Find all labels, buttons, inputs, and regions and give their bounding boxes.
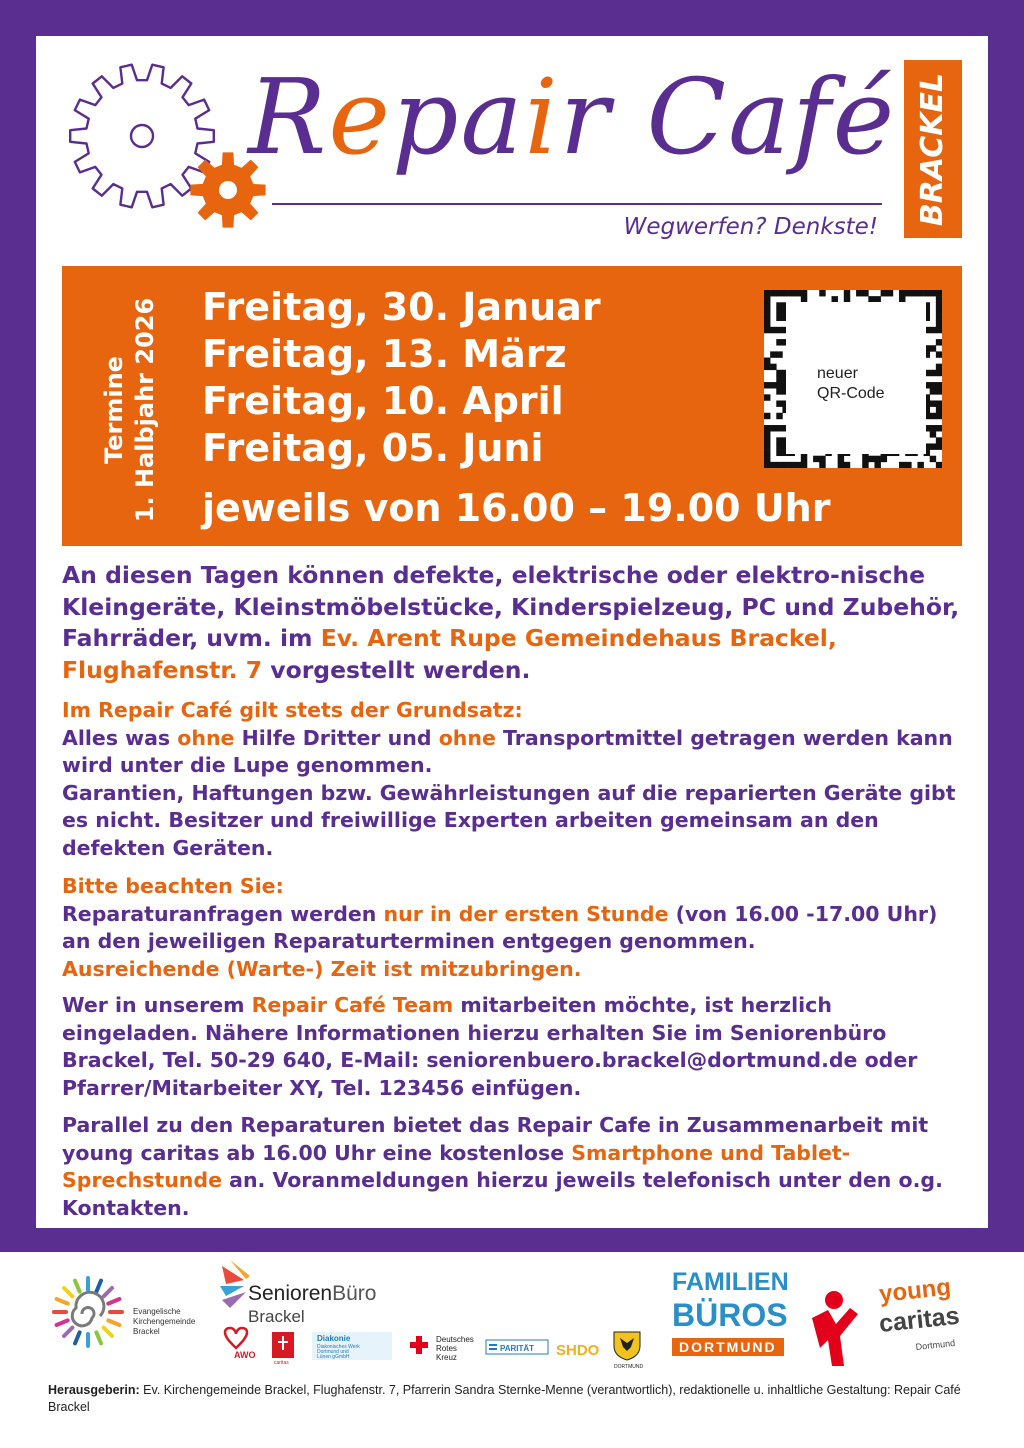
sun-ray bbox=[96, 1281, 101, 1292]
sun-ray bbox=[75, 1281, 80, 1292]
sun-ray bbox=[108, 1320, 119, 1325]
kirche-name-line3: Brackel bbox=[133, 1327, 160, 1336]
awo-logo bbox=[225, 1328, 256, 1360]
familienbueros-logo bbox=[672, 1268, 789, 1356]
svg-text:Rotes: Rotes bbox=[436, 1344, 457, 1353]
page-title: Repair Café bbox=[248, 56, 897, 178]
drk-logo bbox=[410, 1335, 474, 1362]
date-item: Freitag, 30. Januar bbox=[202, 285, 601, 329]
intro-paragraph: An diesen Tagen können defekte, elektrische oder elektro-nische Kleingeräte, Kleinstmöbelstücke, Kinderspielzeug, PC und Zubehör, Fahrräder, uvm. im Ev. Arent Rupe Gemeindehaus Brackel, Flughafenstr. 7 vorgestellt werden. bbox=[62, 561, 960, 684]
principle-paragraph: Im Repair Café gilt stets der Grundsatz: Alles was ohne Hilfe Dritter und ohne Transportmittel getragen werden kann wird unter die Lupe genommen. Garantien, Haftungen bzw. Gewährleistungen auf die reparierten Geräte gibt es nicht. Besitzer und freiwillige Experten arbeiten gemeinsam an den defekten Geräten. bbox=[62, 697, 962, 862]
svg-text:Deutsches: Deutsches bbox=[436, 1335, 474, 1344]
sun-ray bbox=[64, 1328, 72, 1336]
date-list bbox=[202, 284, 601, 472]
team-paragraph: Wer in unserem Repair Café Team mitarbeiten möchte, ist herzlich eingeladen. Nähere Informationen hierzu erhalten Sie im Seniorenbüro Brackel, Tel. 50-29 640, E-Mail: seniorenbuero.brackel@dortmund.de oder Pfarrer/Mitarbeiter XY, Tel. 123456 einfügen. bbox=[62, 993, 918, 1100]
date-item: Freitag, 10. April bbox=[202, 379, 564, 423]
sun-ray bbox=[75, 1332, 80, 1343]
svg-text:SeniorenBüro: SeniorenBüro bbox=[248, 1282, 377, 1305]
svg-text:PARITÄT: PARITÄT bbox=[500, 1344, 535, 1353]
smartphone-paragraph: Parallel zu den Reparaturen bietet das Repair Cafe in Zusammenarbeit mit young caritas ab 16.00 Uhr eine kostenlose Smartphone und Tablet-Sprechstunde an. Voranmeldungen hierzu jeweils telefonisch unter den o.g. Kontakten. bbox=[62, 1113, 943, 1220]
notice-paragraph: Bitte beachten Sie: Reparaturanfragen werden nur in der ersten Stunde (von 16.00 -17.00 Uhr) an den jeweiligen Reparaturterminen entgegen genommen. Ausreichende (Warte-) Zeit ist mitzubringen. bbox=[62, 873, 962, 983]
time-line: jeweils von 16.00 – 19.00 Uhr bbox=[202, 486, 831, 530]
date-item: Freitag, 05. Juni bbox=[202, 426, 544, 470]
principle-heading: Im Repair Café gilt stets der Grundsatz: bbox=[62, 698, 523, 722]
slogan: Wegwerfen? Denkste! bbox=[623, 214, 878, 240]
shdo-logo: SHDO bbox=[556, 1342, 600, 1359]
svg-text:Diakonie: Diakonie bbox=[317, 1334, 351, 1343]
young-caritas-logo bbox=[812, 1274, 961, 1366]
svg-text:AWO: AWO bbox=[234, 1350, 256, 1360]
brackel-badge-label: BRACKEL bbox=[915, 72, 951, 226]
side-label-line1: Termine bbox=[100, 356, 128, 464]
svg-text:BÜROS: BÜROS bbox=[672, 1297, 788, 1333]
svg-text:Dortmund und: Dortmund und bbox=[317, 1349, 349, 1355]
dortmund-crest bbox=[614, 1332, 643, 1370]
svg-text:caritas: caritas bbox=[877, 1301, 961, 1338]
kirche-name-line1: Evangelische bbox=[133, 1307, 181, 1316]
sun-ray bbox=[57, 1299, 68, 1304]
qr-label-line1: neuer bbox=[817, 365, 858, 382]
sun-ray bbox=[96, 1332, 101, 1343]
sun-ray bbox=[108, 1299, 119, 1304]
svg-text:DORTMUND: DORTMUND bbox=[614, 1364, 644, 1370]
sun-ray bbox=[104, 1288, 112, 1296]
kirche-name-line2: Kirchengemeinde bbox=[133, 1317, 196, 1326]
svg-text:young: young bbox=[877, 1273, 953, 1308]
gears-icon bbox=[60, 58, 270, 230]
svg-text:Kreuz: Kreuz bbox=[436, 1353, 457, 1362]
svg-text:Diakonisches Werk: Diakonisches Werk bbox=[317, 1344, 360, 1350]
svg-text:Dortmund: Dortmund bbox=[915, 1337, 956, 1352]
notice-heading: Bitte beachten Sie: bbox=[62, 874, 284, 898]
schedule-side-label bbox=[90, 280, 170, 540]
sun-ray bbox=[57, 1320, 68, 1325]
side-label-line2: 1. Halbjahr 2026 bbox=[131, 297, 159, 523]
qr-label-line2: QR-Code bbox=[817, 385, 885, 402]
diakonie-logo bbox=[312, 1332, 392, 1360]
publisher-footer: Herausgeberin: Ev. Kirchengemeinde Brackel, Flughafenstr. 7, Pfarrerin Sandra Sternke-Menne (verantwortlich), redaktionelle u. inhaltliche Gestaltung: Repair Café Brackel bbox=[48, 1383, 961, 1414]
sun-ray bbox=[104, 1328, 112, 1336]
svg-text:Brackel: Brackel bbox=[248, 1307, 305, 1326]
date-item: Freitag, 13. März bbox=[202, 332, 567, 376]
title-divider bbox=[272, 203, 882, 205]
partner-logos bbox=[0, 1252, 1024, 1382]
caritas-logo bbox=[272, 1332, 294, 1366]
svg-text:caritas: caritas bbox=[274, 1360, 289, 1366]
qr-code-label bbox=[817, 364, 927, 404]
sun-ray bbox=[64, 1288, 72, 1296]
paritaet-logo bbox=[486, 1340, 548, 1354]
svg-text:DORTMUND: DORTMUND bbox=[679, 1339, 777, 1355]
svg-text:Lünen gGmbH: Lünen gGmbH bbox=[317, 1354, 350, 1360]
seniorenbuero-logo bbox=[220, 1260, 376, 1326]
kirchengemeinde-logo bbox=[54, 1278, 122, 1346]
svg-text:FAMILIEN: FAMILIEN bbox=[672, 1268, 789, 1296]
